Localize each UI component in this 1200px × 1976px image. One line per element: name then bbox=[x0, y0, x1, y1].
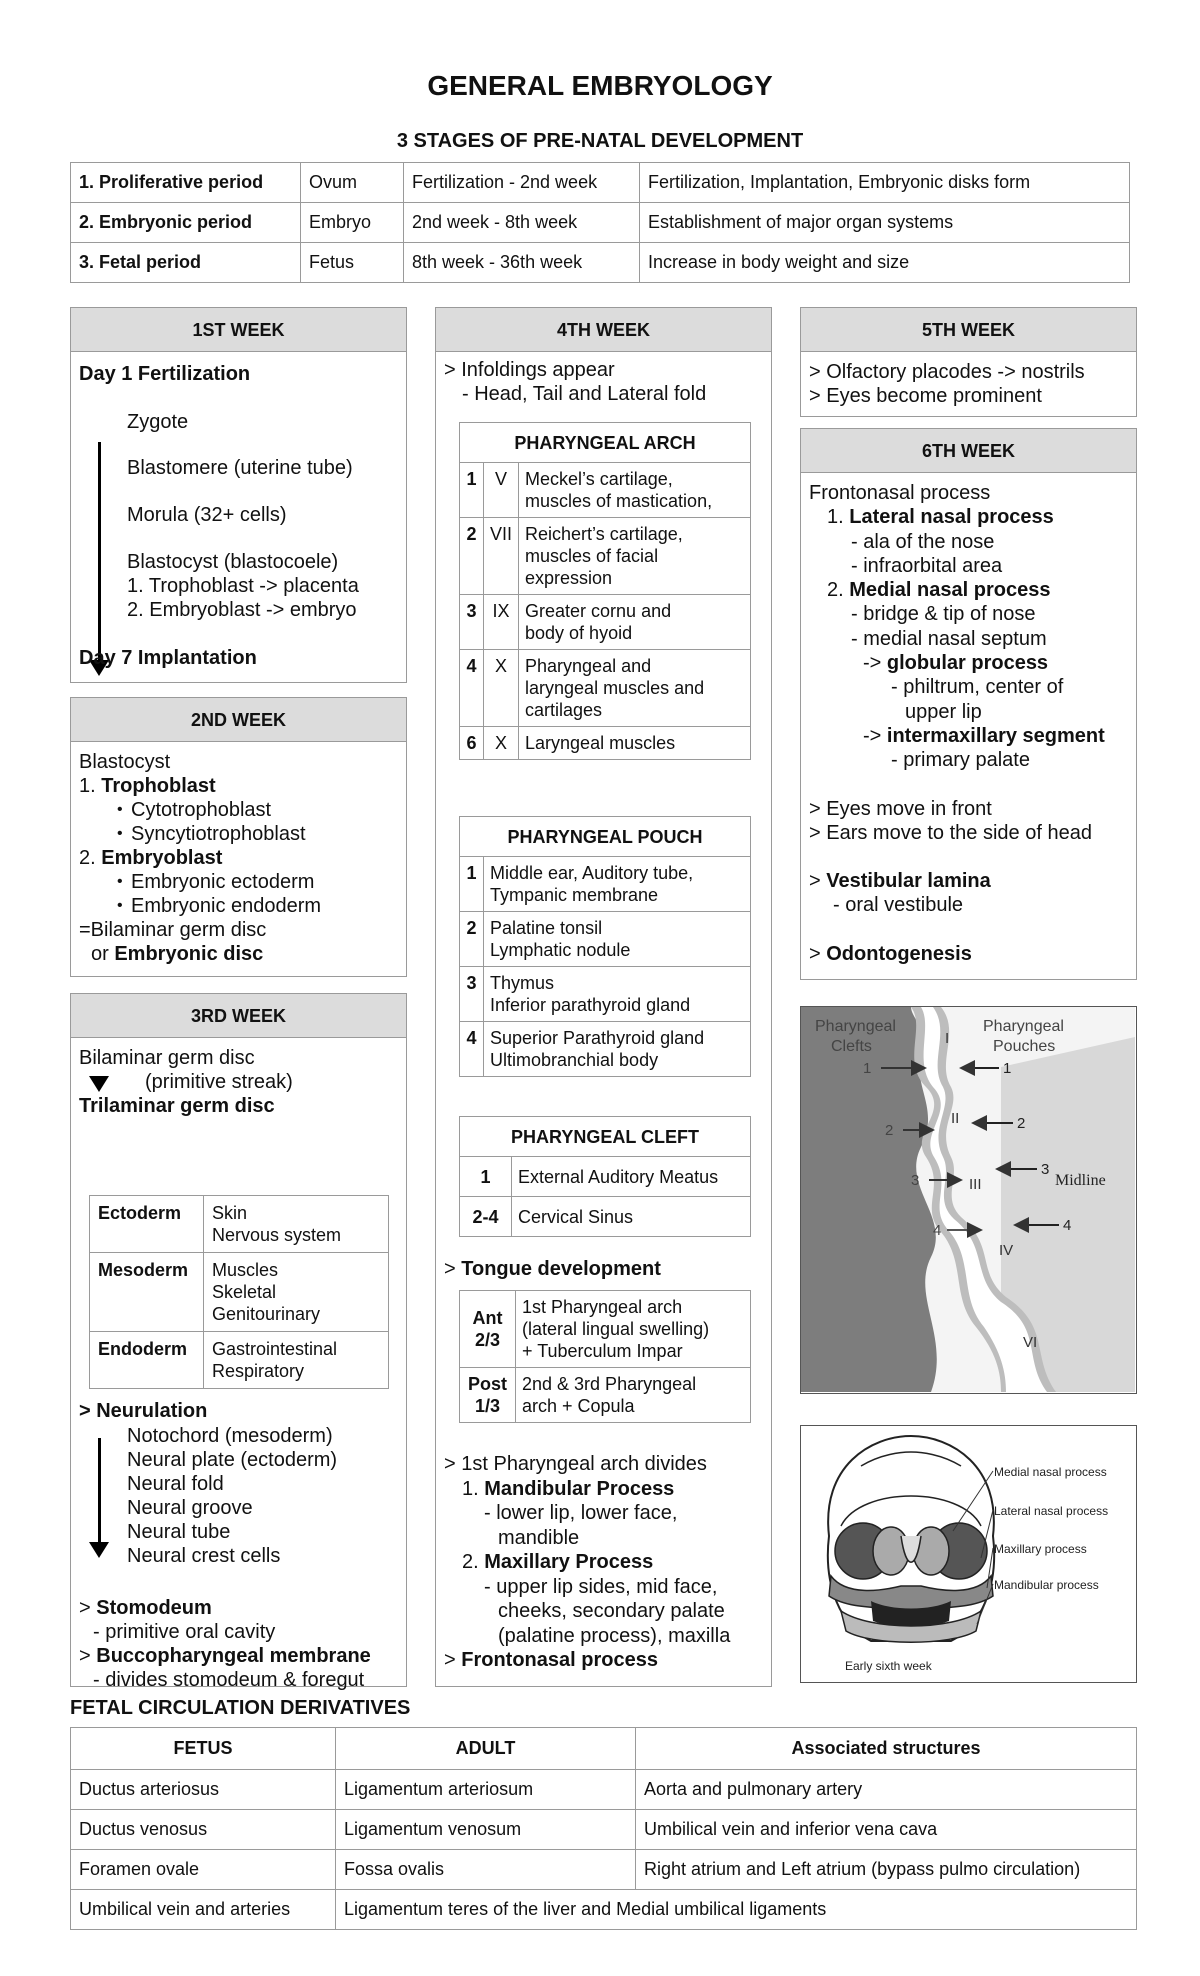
week1-end: Day 7 Implantation bbox=[79, 647, 257, 669]
pouch-number: 4 bbox=[1063, 1217, 1072, 1234]
text-line: Neural groove bbox=[127, 1497, 253, 1519]
week6-heading: 6TH WEEK bbox=[801, 429, 1136, 473]
text-line: (palatine process), maxilla bbox=[498, 1624, 731, 1647]
text-line bbox=[444, 1648, 730, 1673]
table-row bbox=[460, 1291, 751, 1368]
stage-name: 1. Proliferative period bbox=[71, 163, 301, 203]
figure-caption: Early sixth week bbox=[845, 1659, 932, 1673]
term: globular process bbox=[886, 652, 1049, 675]
week1-blastomere: Blastomere (uterine tube) bbox=[127, 457, 353, 479]
germ-derivatives bbox=[204, 1196, 389, 1253]
table-row bbox=[71, 163, 1130, 203]
text-line: Respiratory bbox=[212, 1361, 305, 1381]
table-row bbox=[71, 203, 1130, 243]
list-number: 1. bbox=[462, 1477, 485, 1500]
text: > bbox=[809, 870, 827, 893]
week4-box bbox=[435, 307, 772, 1687]
text-line bbox=[809, 505, 1128, 529]
cleft-number: 1 bbox=[863, 1060, 872, 1077]
text: > bbox=[444, 1649, 462, 1671]
cleft-derivative: Cervical Sinus bbox=[512, 1197, 751, 1237]
stage-entity: Fetus bbox=[301, 243, 404, 283]
table-heading: PHARYNGEAL ARCH bbox=[460, 423, 751, 463]
week1-trophoblast: 1. Trophoblast -> placenta bbox=[127, 575, 359, 597]
fetal-structure: Ductus venosus bbox=[71, 1810, 336, 1850]
text-line: Frontonasal process bbox=[809, 482, 991, 504]
text-line: - primitive oral cavity bbox=[93, 1621, 276, 1643]
term: Embryonic disc bbox=[114, 943, 264, 965]
stage-timing: 8th week - 36th week bbox=[404, 243, 640, 283]
text-line bbox=[809, 724, 1128, 748]
fetal-structure: Umbilical vein and arteries bbox=[71, 1890, 336, 1930]
text-line: Neural tube bbox=[127, 1521, 231, 1543]
text-line: 2nd & 3rd Pharyngeal bbox=[522, 1374, 697, 1394]
fetal-structure: Foramen ovale bbox=[71, 1850, 336, 1890]
cleft-number: 3 bbox=[911, 1172, 920, 1189]
text-line bbox=[444, 1550, 730, 1575]
table-row bbox=[460, 727, 751, 760]
bullet-item: • Embryonic ectoderm bbox=[79, 870, 398, 894]
maxillary-label: Maxillary process bbox=[994, 1542, 1087, 1556]
face-diagram-svg bbox=[801, 1426, 1135, 1681]
text-line: mandible bbox=[498, 1526, 580, 1549]
text-line: Reichert’s cartilage, bbox=[525, 524, 683, 544]
table-row bbox=[460, 1197, 751, 1237]
text-line: Nervous system bbox=[212, 1225, 342, 1245]
infolding-notes bbox=[444, 358, 706, 406]
week5-heading: 5TH WEEK bbox=[801, 308, 1136, 352]
stage-description: Increase in body weight and size bbox=[640, 243, 1130, 283]
table-row bbox=[90, 1332, 389, 1389]
term: Odontogenesis bbox=[826, 942, 972, 965]
bullet-item: • Cytotrophoblast bbox=[79, 798, 398, 822]
neurulation-heading: > Neurulation bbox=[79, 1400, 208, 1422]
text-line: Neural fold bbox=[127, 1473, 224, 1495]
associated-structure: Aorta and pulmonary artery bbox=[636, 1770, 1137, 1810]
associated-structure: Right atrium and Left atrium (bypass pulmo circulation) bbox=[636, 1850, 1137, 1890]
arch-derivatives bbox=[519, 595, 751, 650]
cleft-number: 1 bbox=[460, 1157, 512, 1197]
text-line: Pharyngeal and bbox=[525, 656, 652, 676]
section-subtitle: 3 STAGES OF PRE-NATAL DEVELOPMENT bbox=[396, 130, 804, 152]
term: Embryoblast bbox=[101, 847, 223, 869]
term: Frontonasal process bbox=[461, 1649, 658, 1671]
bullet-item: • Syncytiotrophoblast bbox=[79, 822, 398, 846]
table-row bbox=[460, 650, 751, 727]
text-line: > Infoldings appear bbox=[444, 359, 615, 381]
timeline-arrow bbox=[98, 442, 101, 664]
text-line: - infraorbital area bbox=[851, 554, 1003, 577]
arch-division-notes bbox=[444, 1452, 730, 1673]
arch-label: IV bbox=[999, 1242, 1014, 1259]
stages-table bbox=[70, 162, 1130, 283]
table-row bbox=[71, 1850, 1137, 1890]
stage-name: 2. Embryonic period bbox=[71, 203, 301, 243]
text-line: - Head, Tail and Lateral fold bbox=[462, 383, 707, 405]
text-line: laryngeal muscles and bbox=[525, 678, 705, 698]
text-line: Post bbox=[467, 1374, 507, 1394]
text-line: - primary palate bbox=[891, 749, 1030, 772]
pouch-number: 1 bbox=[460, 857, 484, 912]
term: Medial nasal process bbox=[849, 579, 1051, 602]
text-line: Ultimobranchial body bbox=[490, 1050, 659, 1070]
stage-description: Establishment of major organ systems bbox=[640, 203, 1130, 243]
table-header-row bbox=[460, 817, 751, 857]
stage-timing: 2nd week - 8th week bbox=[404, 203, 640, 243]
text-line: > Eyes move in front bbox=[809, 797, 992, 820]
text-line bbox=[809, 578, 1128, 602]
text-line: - divides stomodeum & foregut bbox=[93, 1669, 365, 1691]
text-line: muscles of facial bbox=[525, 546, 659, 566]
adult-structure: Ligamentum teres of the liver and Medial umbilical ligaments bbox=[336, 1890, 1137, 1930]
list-number: 2. bbox=[79, 847, 102, 869]
table-row bbox=[71, 1770, 1137, 1810]
arch-number: 2 bbox=[460, 518, 484, 595]
mandibular-label: Mandibular process bbox=[994, 1578, 1099, 1592]
text-line: 1st Pharyngeal arch bbox=[522, 1297, 683, 1317]
tongue-origin bbox=[516, 1291, 751, 1368]
list-number: 2. bbox=[462, 1551, 485, 1573]
lateral-nasal-label: Lateral nasal process bbox=[994, 1504, 1109, 1518]
arch-number: 4 bbox=[460, 650, 484, 727]
table-header-row bbox=[71, 1728, 1137, 1770]
pouch-derivatives bbox=[484, 912, 751, 967]
week3-heading: 3RD WEEK bbox=[71, 994, 406, 1038]
list-number: 1. bbox=[79, 775, 102, 797]
spacer bbox=[809, 773, 1128, 797]
week5-body bbox=[801, 352, 1136, 416]
arch-derivatives bbox=[519, 650, 751, 727]
associated-structure: Umbilical vein and inferior vena cava bbox=[636, 1810, 1137, 1850]
pouch-number: 2 bbox=[1017, 1115, 1026, 1132]
adult-structure: Fossa ovalis bbox=[336, 1850, 636, 1890]
pharyngeal-diagram bbox=[800, 1006, 1137, 1394]
neurulation-arrow bbox=[98, 1438, 101, 1546]
table-row bbox=[71, 1810, 1137, 1850]
week5-box bbox=[800, 307, 1137, 417]
text: > bbox=[79, 1597, 97, 1619]
week1-zygote: Zygote bbox=[127, 411, 189, 433]
table-header-row bbox=[460, 1117, 751, 1157]
table-row bbox=[460, 595, 751, 650]
text-line: 1/3 bbox=[474, 1396, 501, 1416]
text-line: + Tuberculum Impar bbox=[522, 1341, 683, 1361]
text-line: cheeks, secondary palate bbox=[498, 1600, 725, 1622]
term: Maxillary Process bbox=[484, 1551, 654, 1573]
text-line: > 1st Pharyngeal arch divides bbox=[444, 1453, 707, 1475]
text-line: - ala of the nose bbox=[851, 530, 995, 553]
midline-label: Midline bbox=[1055, 1172, 1106, 1189]
table-heading: PHARYNGEAL CLEFT bbox=[460, 1117, 751, 1157]
text-line: Inferior parathyroid gland bbox=[490, 995, 691, 1015]
table-heading: PHARYNGEAL POUCH bbox=[460, 817, 751, 857]
text-line bbox=[809, 869, 1128, 893]
column-header: Associated structures bbox=[636, 1728, 1137, 1770]
text: > bbox=[79, 1645, 97, 1667]
term: Lateral nasal process bbox=[849, 506, 1054, 529]
arch-nerve: VII bbox=[484, 518, 519, 595]
text-line: Meckel’s cartilage, bbox=[525, 469, 673, 489]
spacer bbox=[809, 845, 1128, 869]
term: intermaxillary segment bbox=[886, 724, 1105, 747]
text-line: Skin bbox=[212, 1203, 248, 1223]
fetal-circulation-table bbox=[70, 1727, 1137, 1930]
term: Buccopharyngeal membrane bbox=[96, 1645, 371, 1667]
pharyngeal-pouch-table bbox=[459, 816, 751, 1077]
text-line: Genitourinary bbox=[212, 1304, 321, 1324]
week1-start: Day 1 Fertilization bbox=[79, 363, 251, 385]
stage-entity: Embryo bbox=[301, 203, 404, 243]
text-line: Tympanic membrane bbox=[490, 885, 659, 905]
week6-body bbox=[801, 473, 1136, 974]
text-line: Neural crest cells bbox=[127, 1545, 281, 1567]
text-line: Palatine tonsil bbox=[490, 918, 603, 938]
week1-blastocyst: Blastocyst (blastocoele) bbox=[127, 551, 339, 573]
arch-label: II bbox=[951, 1110, 960, 1127]
face-development-diagram bbox=[800, 1425, 1137, 1683]
text: -> bbox=[863, 652, 887, 675]
text-line: body of hyoid bbox=[525, 623, 633, 643]
text-line: Notochord (mesoderm) bbox=[127, 1425, 333, 1447]
pouch-number: 4 bbox=[460, 1022, 484, 1077]
text-line: - philtrum, center of bbox=[891, 676, 1064, 699]
arch-derivatives: Laryngeal muscles bbox=[519, 727, 751, 760]
text-line: Middle ear, Auditory tube, bbox=[490, 863, 694, 883]
cleft-derivative: External Auditory Meatus bbox=[512, 1157, 751, 1197]
arch-derivatives bbox=[519, 463, 751, 518]
pharyngeal-diagram-svg bbox=[801, 1007, 1135, 1392]
germ-derivatives bbox=[204, 1332, 389, 1389]
clefts-label: Pharyngeal bbox=[815, 1018, 896, 1035]
pouch-derivatives bbox=[484, 857, 751, 912]
arch-number: 3 bbox=[460, 595, 484, 650]
germ-layer: Endoderm bbox=[90, 1332, 204, 1389]
term: Trophoblast bbox=[101, 775, 216, 797]
cleft-number: 4 bbox=[933, 1222, 942, 1239]
text-line bbox=[809, 651, 1128, 675]
text-line: Blastocyst bbox=[79, 751, 171, 773]
table-row bbox=[460, 1157, 751, 1197]
column-header: FETUS bbox=[71, 1728, 336, 1770]
arch-nerve: V bbox=[484, 463, 519, 518]
arch-number: 1 bbox=[460, 463, 484, 518]
week1-morula: Morula (32+ cells) bbox=[127, 504, 287, 526]
table-row bbox=[71, 1890, 1137, 1930]
pouch-number: 3 bbox=[1041, 1161, 1050, 1178]
text-line bbox=[79, 846, 398, 870]
table-row bbox=[460, 857, 751, 912]
arch-nerve: IX bbox=[484, 595, 519, 650]
germ-layers-table bbox=[89, 1195, 389, 1389]
text: -> bbox=[863, 724, 887, 747]
text-line bbox=[79, 1596, 371, 1620]
text-line: arch + Copula bbox=[522, 1396, 635, 1416]
arch-label: VI bbox=[1023, 1334, 1038, 1351]
table-row bbox=[460, 518, 751, 595]
arch-nerve: X bbox=[484, 727, 519, 760]
week2-box bbox=[70, 697, 407, 977]
arrow-down-icon bbox=[89, 1076, 109, 1092]
fetal-section-title: FETAL CIRCULATION DERIVATIVES bbox=[70, 1697, 411, 1719]
stage-timing: Fertilization - 2nd week bbox=[404, 163, 640, 203]
text-line bbox=[809, 942, 1128, 966]
week2-body bbox=[71, 742, 406, 974]
tongue-heading bbox=[444, 1258, 661, 1281]
tongue-part bbox=[460, 1368, 516, 1423]
stomodeum-notes bbox=[79, 1596, 371, 1692]
neurulation-list bbox=[127, 1424, 337, 1568]
adult-structure: Ligamentum venosum bbox=[336, 1810, 636, 1850]
table-row bbox=[460, 1022, 751, 1077]
text-line: Greater cornu and bbox=[525, 601, 672, 621]
text-line bbox=[444, 1477, 730, 1502]
pouch-number: 2 bbox=[460, 912, 484, 967]
arch-derivatives bbox=[519, 518, 751, 595]
cleft-number: 2-4 bbox=[460, 1197, 512, 1237]
arrow-stem bbox=[79, 1070, 82, 1076]
pouch-number: 3 bbox=[460, 967, 484, 1022]
text-line: Bilaminar germ disc bbox=[79, 1047, 255, 1069]
arch-label: I bbox=[945, 1030, 950, 1047]
adult-structure: Ligamentum arteriosum bbox=[336, 1770, 636, 1810]
text-line: > Olfactory placodes -> nostrils bbox=[809, 361, 1085, 383]
text-line bbox=[79, 1644, 371, 1668]
text-line: - upper lip sides, mid face, bbox=[484, 1575, 718, 1598]
spacer bbox=[809, 918, 1128, 942]
tongue-part bbox=[460, 1291, 516, 1368]
text-line bbox=[79, 942, 398, 966]
table-header-row bbox=[460, 423, 751, 463]
table-row bbox=[90, 1196, 389, 1253]
table-row bbox=[90, 1253, 389, 1332]
text-line: > Eyes become prominent bbox=[809, 385, 1042, 407]
table-row bbox=[71, 243, 1130, 283]
text-line: Ant bbox=[472, 1308, 503, 1328]
text-line: - medial nasal septum bbox=[851, 627, 1047, 650]
text: or bbox=[91, 943, 115, 965]
list-number: 1. bbox=[827, 506, 850, 529]
list-number: 2. bbox=[827, 579, 850, 602]
fetal-structure: Ductus arteriosus bbox=[71, 1770, 336, 1810]
table-row bbox=[460, 463, 751, 518]
pouch-derivatives bbox=[484, 1022, 751, 1077]
text-line: - oral vestibule bbox=[833, 894, 964, 917]
text-line: > Ears move to the side of head bbox=[809, 821, 1092, 844]
germ-derivatives bbox=[204, 1253, 389, 1332]
week6-box bbox=[800, 428, 1137, 980]
pharyngeal-arch-table bbox=[459, 422, 751, 760]
text-line: upper lip bbox=[905, 700, 982, 723]
arrow-down-icon bbox=[89, 1542, 109, 1558]
pouches-label: Pouches bbox=[993, 1038, 1056, 1055]
text-line: cartilages bbox=[525, 700, 603, 720]
text-line: 2/3 bbox=[474, 1330, 501, 1350]
stage-description: Fertilization, Implantation, Embryonic disks form bbox=[640, 163, 1130, 203]
table-row bbox=[460, 967, 751, 1022]
term: Vestibular lamina bbox=[826, 870, 991, 893]
text-line: - lower lip, lower face, bbox=[484, 1502, 678, 1524]
stage-entity: Ovum bbox=[301, 163, 404, 203]
tongue-table bbox=[459, 1290, 751, 1423]
text-line: Trilaminar germ disc bbox=[79, 1095, 275, 1117]
text-line: Muscles bbox=[212, 1260, 279, 1280]
text-line: (lateral lingual swelling) bbox=[522, 1319, 710, 1339]
week4-heading: 4TH WEEK bbox=[436, 308, 771, 352]
week3-box bbox=[70, 993, 407, 1691]
pouches-label: Pharyngeal bbox=[983, 1018, 1064, 1035]
term: Stomodeum bbox=[96, 1597, 212, 1619]
pouch-number: 1 bbox=[1003, 1060, 1012, 1077]
table-row bbox=[460, 912, 751, 967]
arch-label: III bbox=[969, 1176, 982, 1193]
column-header: ADULT bbox=[336, 1728, 636, 1770]
pouch-derivatives bbox=[484, 967, 751, 1022]
text-line: Gastrointestinal bbox=[212, 1339, 338, 1359]
text-line: - bridge & tip of nose bbox=[851, 603, 1036, 626]
text-line: expression bbox=[525, 568, 613, 588]
week2-heading: 2ND WEEK bbox=[71, 698, 406, 742]
page-title: GENERAL EMBRYOLOGY bbox=[427, 70, 773, 101]
text-line: =Bilaminar germ disc bbox=[79, 919, 267, 941]
text-line: muscles of mastication, bbox=[525, 491, 713, 511]
week1-body bbox=[71, 352, 406, 682]
text: > bbox=[809, 942, 827, 965]
text-line: Neural plate (ectoderm) bbox=[127, 1449, 338, 1471]
arch-number: 6 bbox=[460, 727, 484, 760]
text: > bbox=[444, 1258, 462, 1280]
term: Tongue development bbox=[461, 1258, 661, 1280]
arch-nerve: X bbox=[484, 650, 519, 727]
text-line bbox=[79, 774, 398, 798]
clefts-label: Clefts bbox=[831, 1038, 872, 1055]
week1-embryoblast: 2. Embryoblast -> embryo bbox=[127, 599, 357, 621]
text-line: Skeletal bbox=[212, 1282, 277, 1302]
germ-layer: Mesoderm bbox=[90, 1253, 204, 1332]
text-line: (primitive streak) bbox=[145, 1071, 293, 1093]
pharyngeal-cleft-table bbox=[459, 1116, 751, 1237]
text-line: Lymphatic nodule bbox=[490, 940, 631, 960]
text-line: Thymus bbox=[490, 973, 555, 993]
bullet-item: • Embryonic endoderm bbox=[79, 894, 398, 918]
tongue-origin bbox=[516, 1368, 751, 1423]
table-row bbox=[460, 1368, 751, 1423]
week1-heading: 1ST WEEK bbox=[71, 308, 406, 352]
germ-layer: Ectoderm bbox=[90, 1196, 204, 1253]
medial-nasal-label: Medial nasal process bbox=[994, 1465, 1107, 1479]
stage-name: 3. Fetal period bbox=[71, 243, 301, 283]
week1-box bbox=[70, 307, 407, 683]
text-line: Superior Parathyroid gland bbox=[490, 1028, 705, 1048]
term: Mandibular Process bbox=[484, 1477, 675, 1500]
cleft-number: 2 bbox=[885, 1122, 894, 1139]
